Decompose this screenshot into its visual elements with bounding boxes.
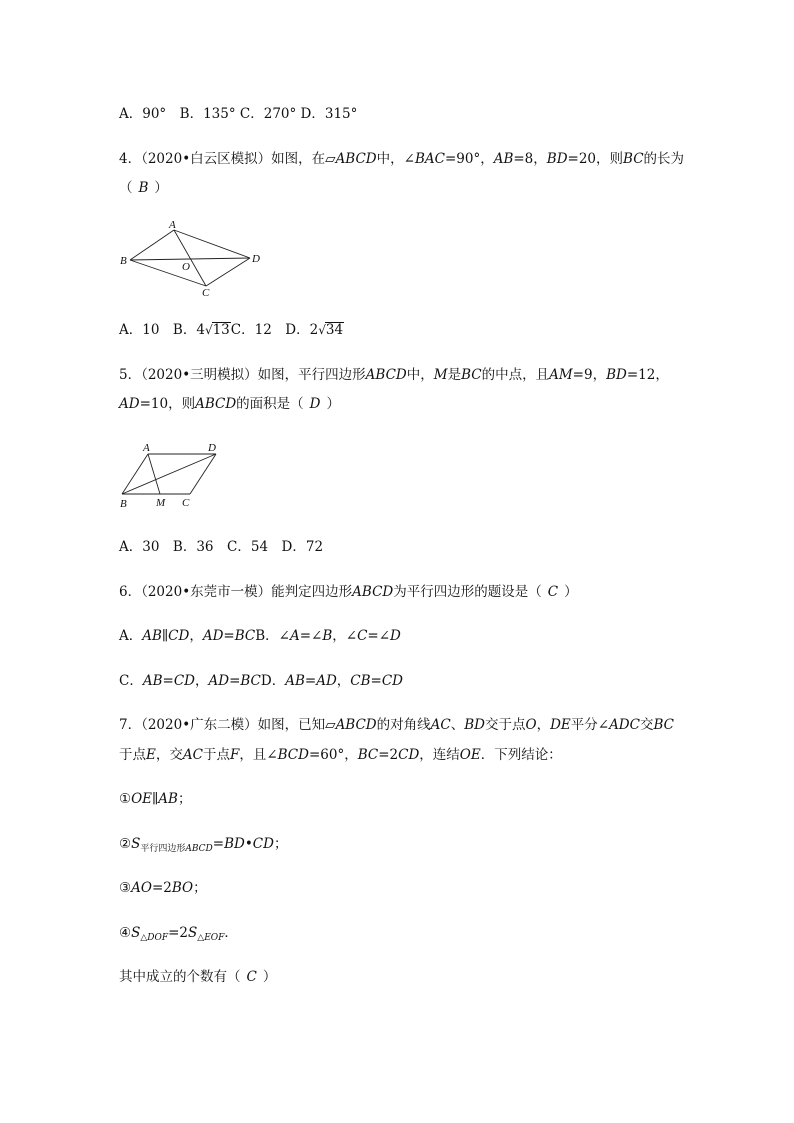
q5-var: BC xyxy=(461,367,482,383)
c-text: ． xyxy=(224,925,238,941)
q7-text: =2 xyxy=(378,747,399,763)
q5-var: M xyxy=(433,367,448,383)
q7-paren-close: ） xyxy=(262,969,277,985)
c-text: ； xyxy=(177,791,192,807)
q7-stem-2 xyxy=(119,745,562,765)
c-var: CD xyxy=(252,836,274,852)
q7-var: DE xyxy=(550,717,571,733)
q7-var: F xyxy=(229,747,240,763)
opt: B．∠ xyxy=(255,628,290,644)
q7-text: 于点 xyxy=(119,747,146,763)
opt: =∠ xyxy=(367,628,391,644)
q5-text: 的面积是（ xyxy=(236,396,304,412)
q7-var: BD xyxy=(464,717,485,733)
q6-text: 能判定四边形 xyxy=(271,584,353,600)
q7-var: BC xyxy=(653,717,674,733)
q5-label-a: A xyxy=(143,442,150,454)
q7-var: BC xyxy=(357,747,379,763)
c-text: ∥ xyxy=(152,791,159,807)
q4-radicand: 13 xyxy=(212,322,230,338)
q7-var: CD xyxy=(398,747,420,763)
q7-text: 交于点 xyxy=(484,717,526,733)
q5-var: BD xyxy=(606,367,627,383)
c-sub: △EOF xyxy=(197,933,225,943)
opt-var: B xyxy=(322,628,333,644)
q5-text: 是 xyxy=(447,367,462,383)
c-var: AB xyxy=(158,791,178,807)
opt-var: C xyxy=(357,628,368,644)
q7-text: ．下列结论： xyxy=(480,747,562,763)
opt: A． xyxy=(119,628,143,644)
q5-var: ABCD xyxy=(195,396,237,412)
q5-var: ABCD xyxy=(365,367,407,383)
q7-conclusion-2 xyxy=(119,834,287,859)
c-text: • xyxy=(244,836,253,852)
opt-var: CD xyxy=(381,673,403,689)
q4-number: 4． xyxy=(119,151,142,167)
q4-option-text: C．12 D．2 xyxy=(230,322,319,338)
opt: ，∠ xyxy=(332,628,358,644)
opt-var: AB xyxy=(142,673,163,689)
q7-var: BCD xyxy=(277,747,309,763)
opt: = xyxy=(223,628,235,644)
q5-label-b: B xyxy=(120,498,127,510)
q4-var: BD xyxy=(546,151,568,167)
q6-options-ab xyxy=(119,626,401,646)
q7-source: （2020•广东二模） xyxy=(141,717,258,733)
q7-text: ，交 xyxy=(155,747,183,763)
opt-var: AB xyxy=(142,628,162,644)
q5-var: AM xyxy=(549,367,573,383)
q7-text: 的对角线 xyxy=(376,717,431,733)
q5-text: 如图，平行四边形 xyxy=(257,367,366,383)
q5-text: =10，则 xyxy=(139,396,196,412)
q7-var: O xyxy=(525,717,537,733)
opt-var: CD xyxy=(168,628,190,644)
q4-radicand: 34 xyxy=(325,322,344,338)
opt-var: BC xyxy=(234,628,256,644)
q4-label-o: O xyxy=(182,261,190,273)
q4-answer-line xyxy=(119,178,168,198)
q4-diagonal-ac xyxy=(174,230,206,286)
opt-var: BC xyxy=(240,673,261,689)
q3-options-text: A．90° B．135° C．270° D．315° xyxy=(119,106,358,122)
q6-answer: C xyxy=(547,584,559,600)
c-var: BD xyxy=(224,836,245,852)
q7-var: OE xyxy=(459,747,481,763)
c-text: =2 xyxy=(151,880,172,896)
q4-text: 如图，在▱ xyxy=(271,151,336,167)
opt: ， xyxy=(336,673,351,689)
q4-text: =20，则 xyxy=(567,151,624,167)
c-text: ； xyxy=(273,836,288,852)
opt: =∠ xyxy=(299,628,323,644)
opt: C． xyxy=(119,673,143,689)
q4-stem xyxy=(119,149,684,169)
q4-text: =90°， xyxy=(444,151,494,167)
q5-text: =9， xyxy=(572,367,607,383)
q7-answer: C xyxy=(246,969,257,985)
sqrt-icon: √ xyxy=(204,323,213,337)
q5-stem xyxy=(119,365,669,385)
q5-text: 的中点，且 xyxy=(481,367,550,383)
q7-conclusion-4 xyxy=(119,923,238,948)
q7-text: 平分∠ xyxy=(570,717,610,733)
q4-text: 中，∠ xyxy=(376,151,415,167)
c-sub: 平行四边形 xyxy=(140,844,186,854)
c-var: S xyxy=(188,925,198,941)
opt: ∥ xyxy=(161,628,169,644)
q7-conclusion-3 xyxy=(119,878,207,898)
q5-paren-close: ） xyxy=(326,396,340,412)
opt: = xyxy=(370,673,382,689)
q5-text: =12， xyxy=(626,367,669,383)
q4-edge-cb xyxy=(130,260,206,286)
c-var: AO xyxy=(131,880,152,896)
q4-label-b: B xyxy=(120,255,127,267)
q4-text: =8， xyxy=(513,151,547,167)
opt: = xyxy=(304,673,317,689)
q7-text: 如图，已知▱ xyxy=(257,717,336,733)
c-var: BO xyxy=(171,880,194,896)
q7-stem xyxy=(119,715,674,735)
q3-options xyxy=(119,104,357,124)
q5-number: 5． xyxy=(119,367,142,383)
q5-options xyxy=(119,537,323,557)
c-text: ； xyxy=(193,880,207,896)
q4-options xyxy=(119,320,344,340)
q7-text: 交 xyxy=(639,717,654,733)
q7-var: AC xyxy=(182,747,203,763)
q7-var: E xyxy=(146,747,156,763)
sqrt-icon: √ xyxy=(318,323,326,337)
q4-var: BC xyxy=(623,151,644,167)
q5-options-text: A．30 B．36 C．54 D．72 xyxy=(119,539,324,555)
opt-var: AB xyxy=(285,673,305,689)
q5-label-d: D xyxy=(208,442,216,454)
opt-var: CD xyxy=(173,673,195,689)
q7-text: ， xyxy=(536,717,551,733)
c-num: ④ xyxy=(119,925,132,941)
q5-label-m: M xyxy=(156,497,166,509)
q4-paren-open: （ xyxy=(119,180,133,196)
c-num: ① xyxy=(119,791,132,807)
c-num: ② xyxy=(119,836,132,852)
q7-text: ，连结 xyxy=(419,747,460,763)
opt-var: D xyxy=(390,628,401,644)
q4-option-text: A．10 B．4 xyxy=(119,322,205,338)
q4-label-d: D xyxy=(252,253,260,265)
q7-var: ADC xyxy=(609,717,640,733)
c-var: OE xyxy=(131,791,153,807)
opt-var: AD xyxy=(202,628,224,644)
q7-text: 其中成立的个数有（ xyxy=(119,969,241,985)
q7-conclusion-1 xyxy=(119,789,191,809)
q6-options-cd xyxy=(119,671,403,691)
q7-text: ，且∠ xyxy=(239,747,278,763)
q6-number: 6． xyxy=(119,584,142,600)
q4-paren-close: ） xyxy=(154,180,168,196)
c-num: ③ xyxy=(119,880,132,896)
c-var: S xyxy=(131,925,141,941)
q6-stem xyxy=(119,582,578,602)
q4-var: BAC xyxy=(414,151,445,167)
q4-source: （2020•白云区模拟） xyxy=(141,151,272,167)
q7-var: AC xyxy=(430,717,451,733)
c-sub: △DOF xyxy=(140,933,169,943)
c-sub: ABCD xyxy=(185,844,213,854)
opt-var: AD xyxy=(316,673,337,689)
q7-text: 、 xyxy=(450,717,465,733)
c-text: =2 xyxy=(168,925,189,941)
q7-var: ABCD xyxy=(335,717,377,733)
c-text: = xyxy=(212,836,225,852)
q5-source: （2020•三明模拟） xyxy=(141,367,258,383)
opt-var: A xyxy=(289,628,300,644)
q5-label-c: C xyxy=(182,497,190,509)
q4-var: AB xyxy=(493,151,514,167)
opt: = xyxy=(229,673,241,689)
opt: ， xyxy=(189,628,203,644)
q4-var: ABCD xyxy=(335,151,377,167)
q6-var: ABCD xyxy=(352,584,394,600)
opt: D． xyxy=(260,673,286,689)
q5-stem-2 xyxy=(119,394,340,414)
q5-segment-am xyxy=(148,454,160,494)
q7-number: 7． xyxy=(119,717,142,733)
q4-edge-dc xyxy=(206,258,250,286)
q5-text: 中， xyxy=(406,367,434,383)
opt-var: CB xyxy=(350,673,371,689)
q5-var: AD xyxy=(119,396,140,412)
c-var: S xyxy=(131,836,141,852)
q6-paren-close: ） xyxy=(564,584,578,600)
q7-text: 于点 xyxy=(202,747,230,763)
q4-edge-ba xyxy=(130,230,174,260)
opt: = xyxy=(162,673,174,689)
q4-answer: B xyxy=(138,180,149,196)
q5-answer: D xyxy=(309,396,321,412)
q7-text: =60°， xyxy=(308,747,358,763)
opt: ， xyxy=(194,673,209,689)
q4-label-c: C xyxy=(202,287,210,298)
q6-text: 为平行四边形的题设是（ xyxy=(393,584,542,600)
q4-label-a: A xyxy=(169,219,176,231)
q6-source: （2020•东莞市一模） xyxy=(141,584,272,600)
q4-figure xyxy=(118,218,268,298)
opt-var: AD xyxy=(208,673,230,689)
q4-edge-ad xyxy=(174,230,250,258)
q5-diagonal-bd xyxy=(122,454,216,494)
q4-text: 的长为 xyxy=(643,151,685,167)
q5-figure xyxy=(118,440,228,512)
q7-final xyxy=(119,967,276,987)
